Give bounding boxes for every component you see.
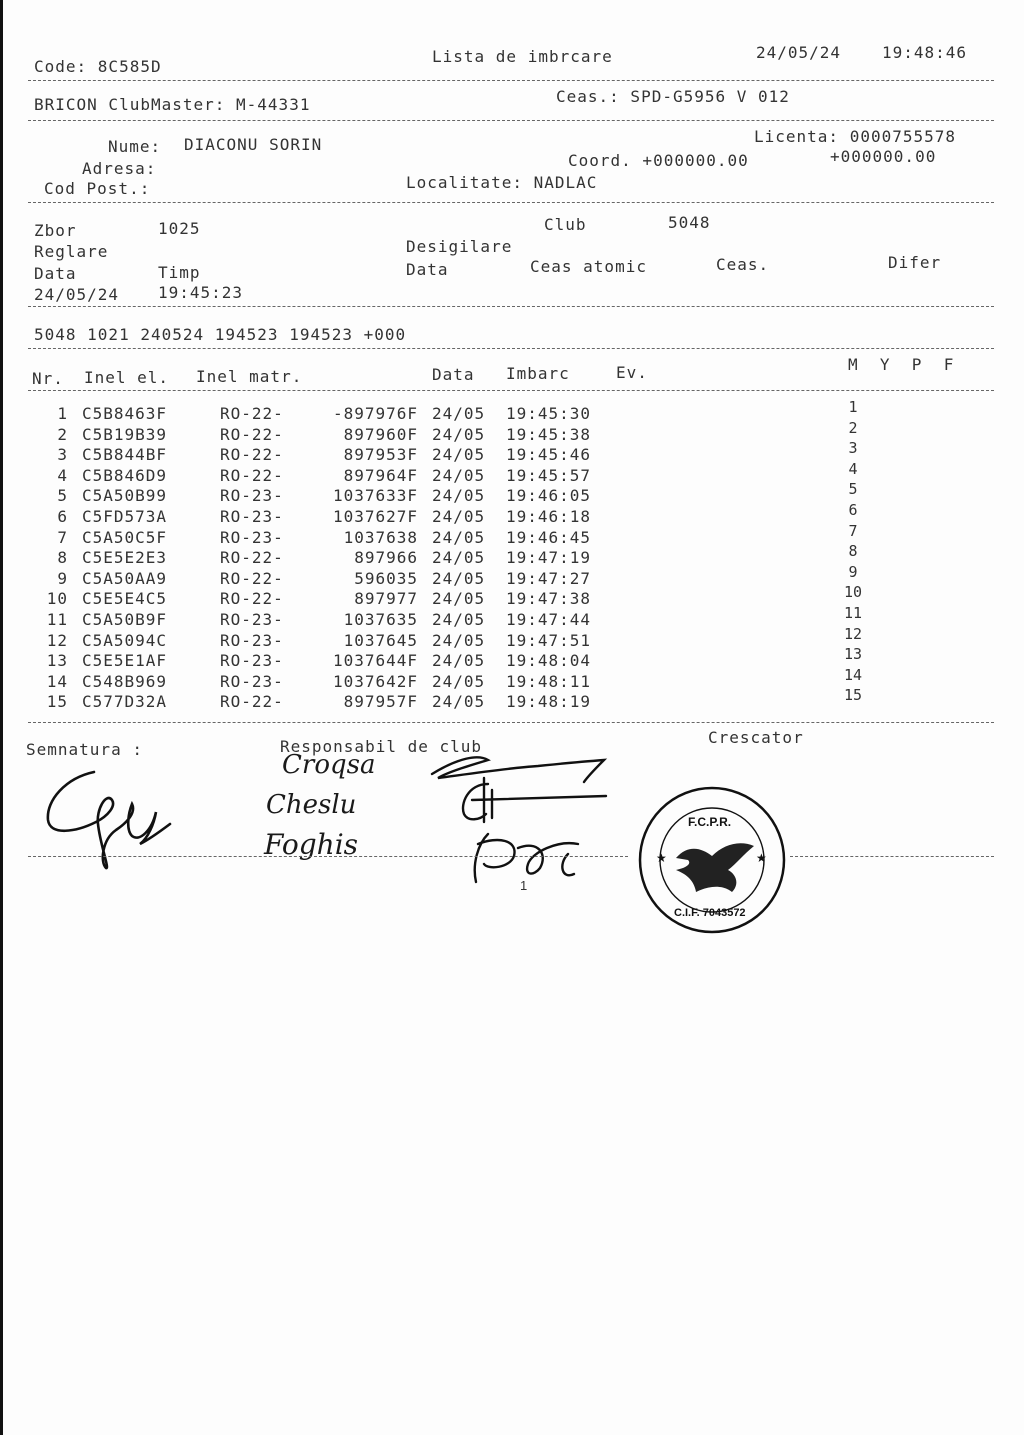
ring-prefix: RO-22- bbox=[220, 465, 284, 485]
ring-prefix: RO-23- bbox=[220, 671, 284, 691]
zbor-label: Zbor bbox=[34, 221, 77, 240]
ring-number: 1037635 bbox=[343, 610, 418, 629]
arrival-date: 24/05 bbox=[432, 424, 486, 444]
coordinates: Coord. +000000.00 bbox=[568, 151, 749, 170]
ring-prefix: RO-23- bbox=[220, 630, 284, 650]
stamp-org: F.C.P.R. bbox=[688, 815, 732, 829]
ring-number: 897957F bbox=[343, 692, 418, 712]
club-signature-1 bbox=[428, 744, 628, 894]
reglare-time: 19:45:23 bbox=[158, 283, 244, 302]
ring-prefix: RO-23- bbox=[220, 527, 284, 547]
summary-line: 5048 1021 240524 194523 194523 +000 bbox=[34, 325, 407, 344]
m-index: 11 bbox=[843, 604, 863, 622]
divider bbox=[28, 348, 994, 349]
zbor-value: 1025 bbox=[158, 219, 201, 238]
ring-prefix: RO-22- bbox=[220, 568, 284, 588]
col-ev: Ev. bbox=[616, 363, 648, 382]
row-number: 6 bbox=[57, 507, 68, 526]
m-index: 5 bbox=[848, 480, 858, 499]
arrival-date: 24/05 bbox=[432, 445, 486, 465]
handwritten-name-1: Croqsa bbox=[282, 750, 376, 780]
m-index: 9 bbox=[848, 562, 858, 581]
arrival-date: 24/05 bbox=[432, 630, 486, 650]
ring-number: 897953F bbox=[343, 445, 418, 465]
ring-number: 1037644F bbox=[332, 651, 418, 671]
arrival-time: 19:45:38 bbox=[506, 424, 592, 444]
association-stamp bbox=[636, 784, 788, 936]
electronic-ring: C577D32A bbox=[82, 692, 168, 712]
col-inel-matr: Inel matr. bbox=[196, 367, 303, 386]
arrival-time: 19:45:30 bbox=[506, 404, 592, 423]
arrival-date: 24/05 bbox=[432, 507, 486, 526]
ring-prefix: RO-22- bbox=[220, 445, 284, 465]
col-nr: Nr. bbox=[32, 369, 64, 388]
arrival-date: 24/05 bbox=[432, 692, 486, 712]
arrival-time: 19:48:04 bbox=[506, 651, 592, 671]
arrival-time: 19:45:57 bbox=[506, 465, 592, 485]
timp-label: Timp bbox=[158, 263, 201, 282]
arrival-time: 19:47:38 bbox=[506, 589, 592, 609]
electronic-ring: C5A50B99 bbox=[82, 486, 168, 506]
clock-label: Ceas.: SPD-G5956 V 012 bbox=[556, 87, 790, 106]
postcode-label: Cod Post.: bbox=[44, 179, 151, 198]
divider bbox=[28, 856, 628, 857]
electronic-ring: C5B846D9 bbox=[82, 465, 168, 485]
name-label: Nume: bbox=[108, 137, 162, 156]
arrival-date: 24/05 bbox=[432, 671, 486, 691]
breeder-signature bbox=[36, 760, 176, 880]
ring-prefix: RO-22- bbox=[220, 424, 284, 444]
ring-prefix: RO-22- bbox=[220, 548, 284, 568]
electronic-ring: C5B8463F bbox=[82, 404, 168, 423]
address-label: Adresa: bbox=[82, 159, 157, 178]
locality: Localitate: NADLAC bbox=[406, 173, 598, 192]
signature-label: Semnatura : bbox=[26, 740, 143, 759]
arrival-date: 24/05 bbox=[432, 568, 486, 588]
arrival-date: 24/05 bbox=[432, 589, 486, 609]
row-number: 2 bbox=[57, 424, 68, 444]
m-index: 14 bbox=[843, 665, 863, 684]
handwritten-name-2: Cheslu bbox=[266, 790, 357, 820]
ring-prefix: RO-23- bbox=[220, 651, 284, 671]
ring-number: 897960F bbox=[343, 424, 418, 444]
row-number: 1 bbox=[57, 404, 68, 423]
m-index: 12 bbox=[843, 624, 863, 643]
ring-prefix: RO-23- bbox=[220, 610, 284, 629]
row-number: 13 bbox=[46, 651, 68, 671]
m-index: 3 bbox=[848, 439, 858, 458]
divider bbox=[28, 80, 994, 81]
electronic-ring: C5E5E2E3 bbox=[82, 548, 168, 568]
m-index: 2 bbox=[848, 418, 858, 437]
ring-prefix: RO-22- bbox=[220, 692, 284, 712]
electronic-ring: C548B969 bbox=[82, 671, 168, 691]
col-data: Data bbox=[432, 365, 475, 384]
divider bbox=[28, 306, 994, 307]
ceas-atomic-label: Ceas atomic bbox=[530, 257, 647, 276]
ring-prefix: RO-22- bbox=[220, 404, 284, 423]
m-index: 13 bbox=[843, 645, 863, 664]
system-label: BRICON ClubMaster: M-44331 bbox=[34, 95, 311, 114]
arrival-time: 19:47:44 bbox=[506, 610, 592, 629]
row-number: 12 bbox=[46, 630, 68, 650]
reglare-date: 24/05/24 bbox=[34, 285, 120, 304]
row-number: 9 bbox=[57, 568, 68, 588]
m-index: 10 bbox=[843, 583, 863, 602]
arrival-date: 24/05 bbox=[432, 651, 486, 671]
club-responsible-label: Responsabil de club bbox=[280, 737, 483, 756]
scan-edge bbox=[0, 0, 3, 1435]
arrival-date: 24/05 bbox=[432, 465, 486, 485]
electronic-ring: C5E5E1AF bbox=[82, 651, 168, 671]
arrival-date: 24/05 bbox=[432, 527, 486, 547]
m-index: 4 bbox=[848, 459, 858, 478]
ring-number: 596035 bbox=[354, 568, 418, 588]
arrival-time: 19:47:27 bbox=[506, 568, 592, 588]
divider bbox=[28, 390, 994, 391]
ring-number: 897966 bbox=[354, 548, 418, 568]
ceas-label: Ceas. bbox=[716, 255, 770, 274]
arrival-time: 19:48:11 bbox=[506, 671, 592, 691]
ring-number: 1037627F bbox=[332, 507, 418, 526]
arrival-date: 24/05 bbox=[432, 610, 486, 629]
arrival-time: 19:45:46 bbox=[506, 445, 592, 465]
arrival-date: 24/05 bbox=[432, 486, 486, 506]
ring-prefix: RO-22- bbox=[220, 589, 284, 609]
col-inel-el: Inel el. bbox=[84, 368, 170, 387]
handwritten-name-3: Foghis bbox=[264, 828, 359, 861]
row-number: 11 bbox=[46, 610, 68, 629]
document-title: Lista de imbrcare bbox=[432, 47, 613, 66]
row-number: 15 bbox=[46, 692, 68, 712]
club-value: 5048 bbox=[668, 213, 711, 232]
reglare-label: Reglare bbox=[34, 242, 109, 261]
code-label: Code: 8C585D bbox=[34, 57, 162, 76]
row-number: 10 bbox=[46, 589, 68, 609]
arrival-time: 19:46:18 bbox=[506, 507, 592, 526]
divider bbox=[790, 856, 994, 857]
ring-prefix: RO-23- bbox=[220, 486, 284, 506]
m-index: 6 bbox=[848, 501, 858, 519]
ring-number: 1037638 bbox=[343, 527, 418, 547]
breeder-label: Crescator bbox=[708, 728, 804, 747]
coordinates-2: +000000.00 bbox=[830, 147, 937, 166]
ring-number: -897976F bbox=[332, 404, 418, 423]
electronic-ring: C5A50AA9 bbox=[82, 568, 168, 588]
electronic-ring: C5A5094C bbox=[82, 630, 168, 650]
electronic-ring: C5E5E4C5 bbox=[82, 589, 168, 609]
electronic-ring: C5B19B39 bbox=[82, 424, 168, 444]
owner-name: DIACONU SORIN bbox=[184, 135, 323, 154]
arrival-time: 19:46:45 bbox=[506, 527, 592, 547]
m-index: 15 bbox=[843, 686, 863, 705]
ring-number: 897977 bbox=[354, 589, 418, 609]
stamp-cif: C.I.F. 7043572 bbox=[674, 907, 746, 919]
electronic-ring: C5A50B9F bbox=[82, 610, 168, 629]
arrival-time: 19:48:19 bbox=[506, 692, 592, 712]
row-number: 5 bbox=[57, 486, 68, 506]
electronic-ring: C5FD573A bbox=[82, 507, 168, 526]
row-number: 14 bbox=[46, 671, 68, 691]
row-number: 4 bbox=[57, 465, 68, 485]
license: Licenta: 0000755578 bbox=[754, 127, 957, 146]
ring-number: 1037633F bbox=[332, 486, 418, 506]
arrival-date: 24/05 bbox=[432, 404, 486, 423]
ring-number: 1037645 bbox=[343, 630, 418, 650]
col-mypf: M Y P F bbox=[848, 355, 955, 374]
club-label: Club bbox=[544, 215, 587, 234]
ring-prefix: RO-23- bbox=[220, 507, 284, 526]
ring-number: 1037642F bbox=[332, 671, 418, 691]
svg-text:★: ★ bbox=[756, 851, 767, 865]
electronic-ring: C5B844BF bbox=[82, 445, 168, 465]
divider bbox=[28, 120, 994, 121]
row-number: 7 bbox=[57, 527, 68, 547]
arrival-time: 19:47:51 bbox=[506, 630, 592, 650]
arrival-date: 24/05 bbox=[432, 548, 486, 568]
page-number: 1 bbox=[520, 878, 528, 893]
divider bbox=[28, 722, 994, 723]
arrival-time: 19:46:05 bbox=[506, 486, 592, 506]
row-number: 8 bbox=[57, 548, 68, 568]
arrival-time: 19:47:19 bbox=[506, 548, 592, 568]
divider bbox=[28, 202, 994, 203]
difer-label: Difer bbox=[888, 253, 942, 272]
data-label: Data bbox=[34, 264, 77, 283]
m-index: 7 bbox=[848, 521, 858, 540]
m-index: 8 bbox=[848, 542, 858, 561]
desigilare-label: Desigilare bbox=[406, 237, 513, 256]
m-index: 1 bbox=[848, 398, 858, 416]
ring-number: 897964F bbox=[343, 465, 418, 485]
print-date: 24/05/24 bbox=[756, 43, 842, 62]
electronic-ring: C5A50C5F bbox=[82, 527, 168, 547]
row-number: 3 bbox=[57, 445, 68, 465]
col-imbarc: Imbarc bbox=[506, 364, 570, 383]
svg-text:★: ★ bbox=[656, 851, 667, 865]
data-label-2: Data bbox=[406, 260, 449, 279]
print-time: 19:48:46 bbox=[882, 43, 968, 62]
